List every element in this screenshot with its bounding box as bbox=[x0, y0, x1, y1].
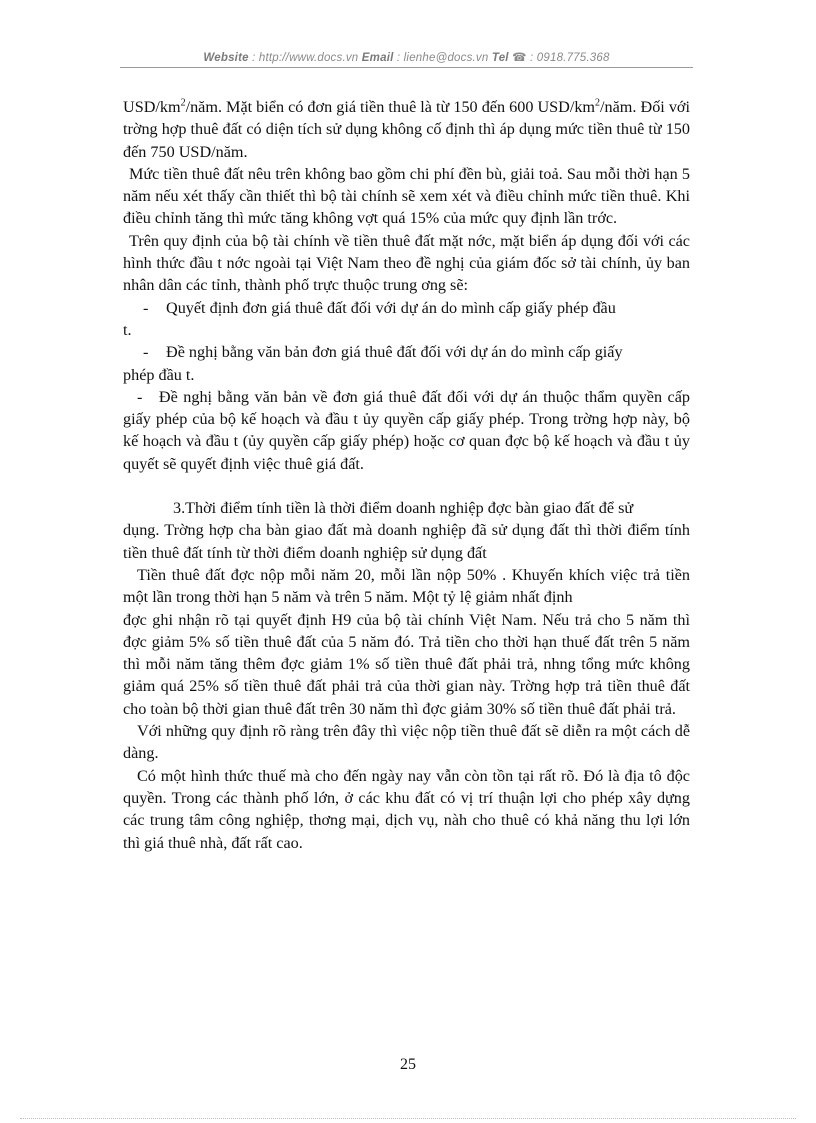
paragraph-timing: 3.Thời điểm tính tiền là thời điểm doanh nghiệp đợc bàn giao đất để sử bbox=[173, 499, 634, 518]
paragraph-ministry-rule: Trên quy định của bộ tài chính về tiền thuê đất mặt nớc, mặt biển áp dụng đối với các hình thức đầu t nớc ngoài tại Việt Nam theo đề nghị của giám đốc sở tài chính, ủy ban nhân dân các tỉnh, thành phố trực thuộc trung ơng sẽ: bbox=[123, 231, 690, 295]
paragraph-rent-rates bbox=[123, 96, 690, 163]
paragraph-adjustment: Mức tiền thuê đất nêu trên không bao gồm chi phí đền bù, giải toả. Sau mỗi thời hạn 5 năm nếu xét thấy cần thiết thì bộ tài chính sẽ xem xét và điều chỉnh mức tiền thuê. Khi điều chỉnh tăng thì mức tăng không vợt quá 15% của mức quy định lần trớc. bbox=[123, 164, 690, 228]
bullet-text: Quyết định đơn giá thuê đất đối với dự án do mình cấp giấy phép đầu bbox=[166, 298, 616, 317]
spacer bbox=[123, 475, 690, 497]
tel-label: Tel bbox=[491, 52, 509, 64]
page-header bbox=[120, 50, 693, 64]
paragraph-payment-tail: đợc ghi nhận rõ tại quyết định H9 của bộ tài chính Việt Nam. Nếu trả cho 5 năm thì đợc giảm 5% số tiền thuê đất của 5 năm đó. Trả tiền cho thời hạn thuế đất trên 5 năm thì mỗi năm tăng thêm đợc giảm 1% số tiền thuê đất phải trả, nhng tổng mức không giảm quá 25% số tiền thuê đất phải trả của thời gian này. Trờng hợp trả tiền thuê đất cho toàn bộ thời gian thuê đất trên 30 năm thì đợc giảm 30% số tiền thuê đất phải trả. bbox=[123, 610, 690, 718]
superscript-2b: 2 bbox=[595, 97, 601, 109]
bullet-text: Đề nghị bằng văn bản đơn giá thuê đất đối với dự án do mình cấp giấy bbox=[166, 343, 623, 362]
text-sea-rate: /năm. Mặt biển có đơn giá tiền thuê là từ 150 đến 600 USD/km bbox=[185, 98, 596, 116]
dash-marker: - bbox=[143, 343, 149, 362]
email-label: Email bbox=[361, 52, 394, 64]
bullet-tail: t. bbox=[123, 320, 132, 339]
bullet-decide-price bbox=[123, 297, 690, 319]
document-body bbox=[123, 96, 690, 854]
text-land-area: /năm. Đối với trờng hợp thuê đất có diện tích sử dụng không cố định thì áp dụng mức tiền thuê từ 150 đến 750 USD/năm. bbox=[123, 98, 690, 161]
superscript-2: 2 bbox=[180, 97, 186, 109]
tel-value: ☎ : 0918.775.368 bbox=[512, 52, 610, 64]
bullet-authority bbox=[123, 386, 690, 475]
paragraph-ease: Với những quy định rõ ràng trên đây thì việc nộp tiền thuê đất sẽ diễn ra một cách dễ dàng. bbox=[123, 722, 690, 763]
bullet-text: Đề nghị bằng văn bản về đơn giá thuê đất đối với dự án thuộc thẩm quyền cấp giấy phép của bộ kế hoạch và đầu t ủy quyền cấp giấy phép. Trong trờng hợp này, bộ kế hoạch và đầu t (ủy quyền cấp giấy phép) hoặc cơ quan đợc bộ kế hoạch và đầu t ủy quyết sẽ quyết định việc thuê giá đất. bbox=[123, 387, 690, 473]
dash-marker: - bbox=[137, 387, 143, 406]
dash-marker: - bbox=[143, 298, 149, 317]
page-number: 25 bbox=[400, 1056, 416, 1073]
website-value: : http://www.docs.vn bbox=[252, 52, 359, 64]
paragraph-payment: Tiền thuê đất đợc nộp mỗi năm 20, mỗi lần nộp 50% . Khuyến khích việc trả tiền một lần trong thời hạn 5 năm và trên 5 năm. Một tỷ lệ giảm nhất định bbox=[123, 565, 690, 607]
bullet-propose-price bbox=[123, 341, 690, 363]
text-usd-km: USD/km bbox=[123, 98, 181, 116]
website-label: Website bbox=[203, 52, 249, 64]
paragraph-timing-tail: dụng. Trờng hợp cha bàn giao đất mà doanh nghiệp đã sử dụng đất thì thời điểm tính tiền thuê đất tính từ thời điểm doanh nghiệp sử dụng đất bbox=[123, 521, 690, 562]
email-value: : lienhe@docs.vn bbox=[396, 52, 489, 64]
header-divider bbox=[120, 67, 693, 68]
page-bottom-border bbox=[20, 1118, 796, 1119]
bullet-tail: phép đầu t. bbox=[123, 365, 195, 384]
paragraph-monopoly-rent: Có một hình thức thuế mà cho đến ngày nay vẫn còn tồn tại rất rõ. Đó là địa tô độc quyền. Trong các thành phố lớn, ở các khu đất có vị trí thuận lợi cho phép xây dựng các trung tâm công nghiệp, thơng mại, dịch vụ, nàh cho thuê có khả năng thu lợi lớn thì giá thuê nhà, đất rất cao. bbox=[123, 766, 690, 852]
